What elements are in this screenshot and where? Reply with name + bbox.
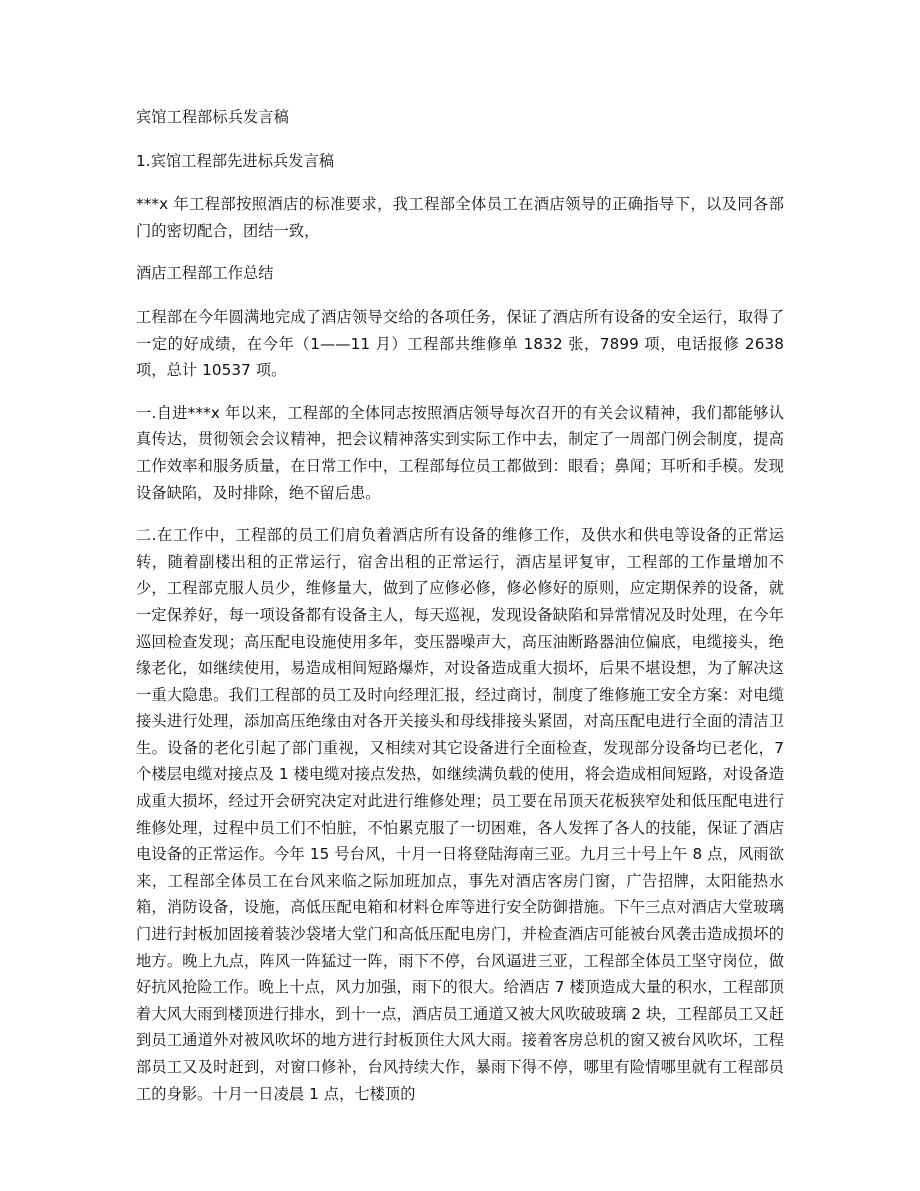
document-title: 宾馆工程部标兵发言稿: [136, 108, 289, 126]
document-body: [136, 104, 784, 1123]
paragraph-section-two: 二.在工作中，工程部的员工们肩负着酒店所有设备的维修工作，及供水和供电等设备的正常运转，随着副楼出租的正常运行，宿舍出租的正常运行，酒店星评复审，工程部的工作量增加不少，工程部克服人员少，维修量大，做到了应修必修，修必修好的原则，应定期保养的设备，就一定保养好，每一项设备都有设备主人，每天巡视，发现设备缺陷和异常情况及时处理，在今年巡回检查发现；高压配电设施使用多年，变压器噪声大，高压油断路器油位偏底，电缆接头，绝缘老化，如继续使用，易造成相间短路爆炸，对设备造成重大损坏，后果不堪设想，为了解决这一重大隐患。我们工程部的员工及时向经理汇报，经过商讨，制度了维修施工安全方案：对电缆接头进行处理，添加高压绝缘由对各开关接头和母线排接头紧固，对高压配电进行全面的清洁卫生。设备的老化引起了部门重视，又相续对其它设备进行全面检查，发现部分设备均已老化，7 个楼层电缆对接点及 1 楼电缆对接点发热，如继续满负载的使用，将会造成相间短路，对设备造成重大损坏，经过开会研究决定对此进行维修处理；员工要在吊顶天花板狭窄处和低压配电进行维修处理，过程中员工们不怕脏，不怕累克服了一切困难，各人发挥了各人的技能，保证了酒店电设备的正常运作。今年 15 号台风，十月一日将登陆海南三亚。九月三十号上午 8 点，风雨欲来，工程部全体员工在台风来临之际加班加点，事先对酒店客房门窗，广告招牌，太阳能热水箱，消防设备，设施，高低压配电箱和材料仓库等进行安全防御措施。下午三点对酒店大堂玻璃门进行封板加固接着装沙袋堵大堂门和高低压配电房门，并检查酒店可能被台风袭击造成损坏的地方。晚上九点，阵风一阵猛过一阵，雨下不停，台风逼进三亚，工程部全体员工坚守岗位，做好抗风抢险工作。晚上十点，风力加强，雨下的很大。给酒店 7 楼顶造成大量的积水，工程部顶着大风大雨到楼顶进行排水，到十一点，酒店员工通道又被大风吹破玻璃 2 块，工程部员工又赶到员工通道外对被风吹坏的地方进行封板顶住大风大雨。接着客房总机的窗又被台风吹坏，工程部员工又及时赶到，对窗口修补，台风持续大作，暴雨下得不停，哪里有险情哪里就有工程部员工的身影。十月一日凌晨 1 点，七楼顶的: [136, 526, 784, 1103]
paragraph-achievements: 工程部在今年圆满地完成了酒店领导交给的各项任务，保证了酒店所有设备的安全运行，取得了一定的好成绩，在今年（1——11 月）工程部共维修单 1832 张，7899 项，电话报修 2638 项，总计 10537 项。: [136, 307, 784, 380]
document-subtitle: 1.宾馆工程部先进标兵发言稿: [136, 151, 335, 170]
section-heading-summary: 酒店工程部工作总结: [136, 264, 274, 283]
paragraph-section-one: 一.自进***x 年以来，工程部的全体同志按照酒店领导每次召开的有关会议精神，我们都能够认真传达，贯彻领会会议精神，把会议精神落实到实际工作中去，制定了一周部门例会制度，提高工作效率和服务质量，在日常工作中，工程部每位员工都做到：眼看；鼻闻；耳听和手模。发现设备缺陷，及时排除，绝不留后患。: [136, 403, 784, 502]
paragraph-intro: ***x 年工程部按照酒店的标准要求，我工程部全体员工在酒店领导的正确指导下，以及同各部门的密切配合，团结一致，: [136, 195, 784, 240]
